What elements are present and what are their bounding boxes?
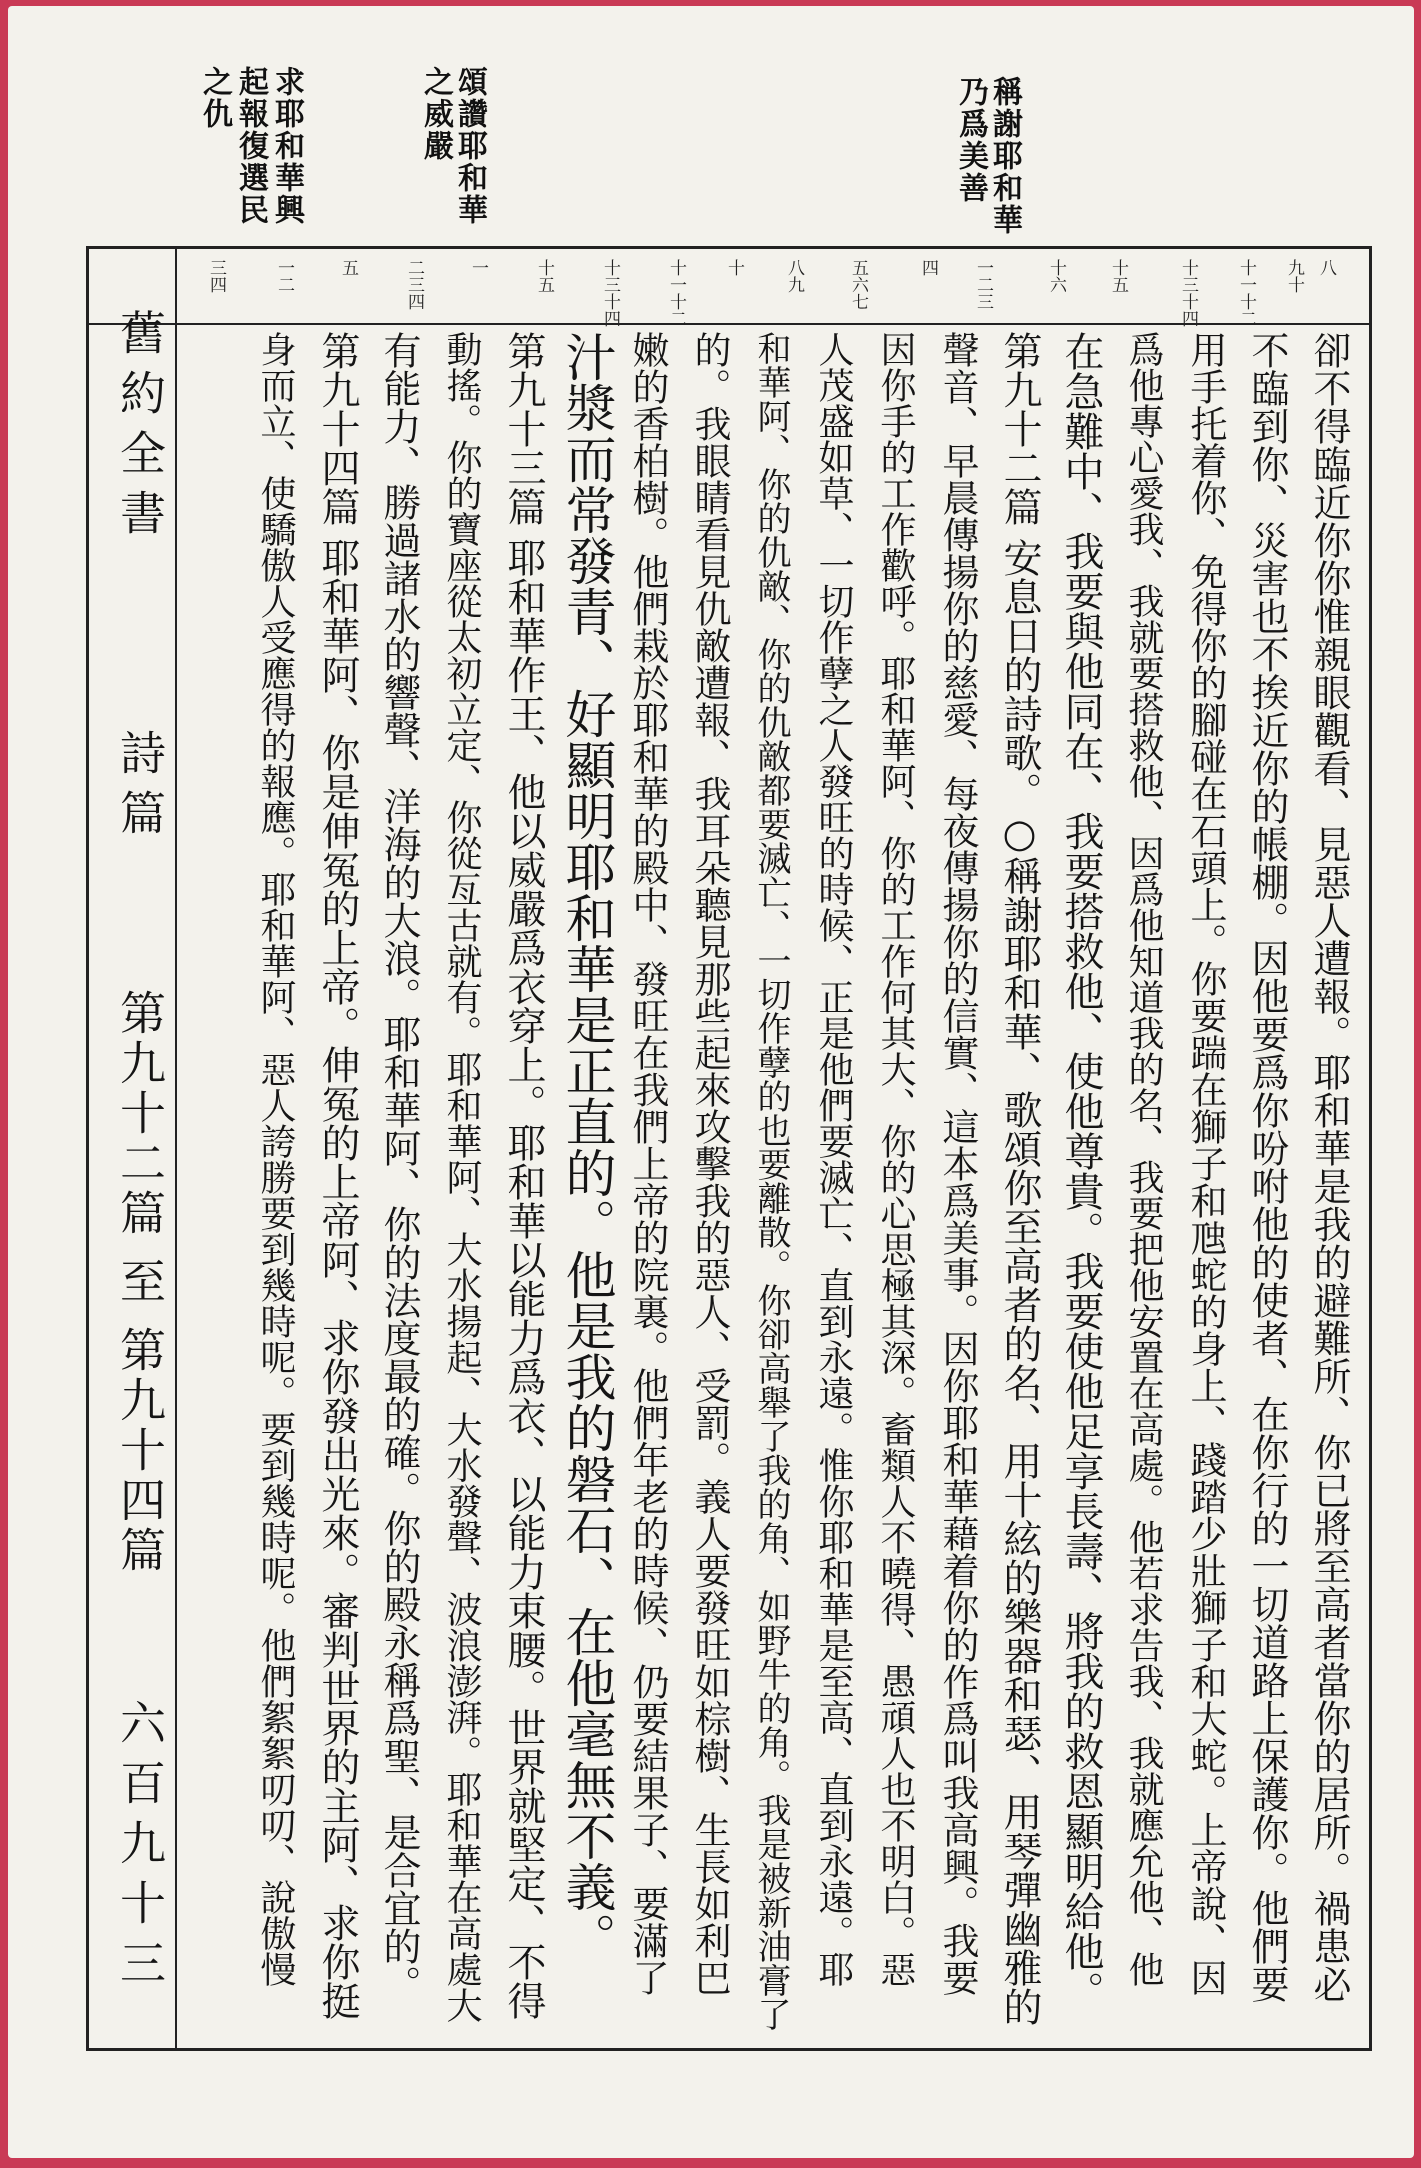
verse-row: 八九	[784, 259, 804, 293]
verse-row: 五六七	[848, 259, 868, 310]
text-column: 動搖。你的寶座從太初立定、你從亙古就有。耶和華阿、大水揚起、大水發聲、波浪澎湃。耶和華在高處大	[441, 331, 482, 2023]
text-column: 第九十四篇 耶和華阿、你是伸冤的上帝。伸冤的上帝阿、求你發出光來。審判世界的主阿、求你挺	[315, 331, 360, 2021]
verse-row: 十一十二	[666, 259, 686, 327]
text-column: 有能力、勝過諸水的響聲、洋海的大浪。耶和華阿、你的法度最的確。你的殿永稱爲聖、是合宜的。	[377, 331, 421, 2003]
verse-row: 八	[1316, 259, 1336, 276]
verse-row: 十六	[1046, 259, 1066, 293]
verse-row: 二三四	[404, 259, 424, 310]
headnote-1: 稱謝耶和華乃爲美善	[953, 76, 1022, 236]
verse-number-divider	[89, 323, 1369, 325]
verse-row: 十五	[534, 259, 554, 293]
text-column: 身而立、使驕傲人受應得的報應。耶和華阿、惡人誇勝要到幾時呢。要到幾時呢。他們絮絮叨叨、說傲慢	[255, 331, 296, 1987]
book-page	[8, 6, 1414, 2158]
verse-row: 九十	[1284, 259, 1304, 293]
verse-row: 十	[724, 259, 744, 276]
text-column: 不臨到你、災害也不挨近你的帳棚。因他要爲你吩咐他的使者、在你行的一切道路上保護你。他們要	[1245, 331, 1289, 2003]
text-column: 第九十三篇 耶和華作王、他以威嚴爲衣穿上。耶和華以能力爲衣、以能力束腰。世界就堅定、不得	[501, 331, 546, 2021]
text-column: 用手托着你、免得你的腳碰在石頭上。你要踹在獅子和虺蛇的身上、踐踏少壯獅子和大蛇。上帝說、因	[1184, 331, 1227, 1996]
text-column: 第九十二篇 安息日的詩歌。○稱謝耶和華、歌頌你至高者的名、用十絃的樂器和瑟、用琴彈幽雅的	[997, 331, 1042, 2027]
headnote-2: 頌讚耶和華之威嚴	[418, 66, 487, 226]
section-title: 詩篇	[113, 729, 167, 849]
verse-row: 十五	[1108, 259, 1128, 293]
verse-row: 一	[468, 259, 488, 276]
verse-row: 一二三	[973, 259, 993, 310]
text-column: 的。我眼睛看見仇敵遭報、我耳朵聽見那些起來攻擊我的惡人、受罰。義人要發旺如棕樹、生長如利巴	[688, 331, 731, 1996]
text-column: 爲他專心愛我、我就要搭救他、因爲他知道我的名、我要把他安置在高處。他若求告我、我就應允他、他	[1123, 331, 1164, 1987]
text-column: 因你手的工作歡呼。耶和華阿、你的工作何其大、你的心思極其深。畜類人不曉得、愚頑人也不明白。惡	[875, 331, 916, 1987]
chapter-range: 第九十二篇 至 第九十四篇	[113, 989, 167, 1577]
text-column: 在急難中、我要與他同在、我要搭救他、使他尊貴。我要使他足享長壽、將我的救恩顯明給他。	[1058, 331, 1104, 2011]
text-column: 卻不得臨近你你惟親眼觀看、見惡人遭報。耶和華是我的避難所、你已將至高者當你的居所。禍患必	[1307, 331, 1351, 2003]
text-frame	[86, 246, 1372, 2051]
verse-row: 五	[338, 259, 358, 276]
verse-row: 十一十二	[1236, 259, 1256, 327]
text-column: 聲音、早晨傳揚你的慈愛、每夜傳揚你的信實、這本爲美事。因你耶和華藉着你的作爲叫我高興。我要	[936, 331, 979, 1996]
verse-row: 四	[918, 259, 938, 276]
verse-row: 十三十四	[1178, 259, 1198, 327]
text-column: 人茂盛如草、一切作孽之人發旺的時候、正是他們要滅亡、直到永遠。惟你耶和華是至高、直到永遠。耶	[813, 331, 854, 1987]
page-number: 六百九十三	[113, 1699, 167, 1999]
verse-row: 十三十四	[600, 259, 620, 327]
book-title: 舊約全書	[113, 309, 167, 549]
text-column: 和華阿、你的仇敵、你的仇敵都要滅亡、一切作孽的也要離散。你卻高舉了我的角、如野牛的角。我是被新油膏了	[751, 331, 791, 2031]
headnote-3: 求耶和華興起報復選民之仇	[197, 66, 304, 226]
text-column: 嫩的香柏樹。他們栽於耶和華的殿中、發旺在我們上帝的院裏。他們年老的時候、仍要結果子、要滿了	[626, 331, 669, 1996]
text-column: 汁漿而常發青、好顯明耶和華是正直的。他是我的磐石、在他毫無不義。	[556, 331, 615, 1963]
verse-row: 一二	[274, 259, 294, 293]
verse-row: 三四	[206, 259, 226, 293]
running-head-divider	[175, 249, 177, 2048]
